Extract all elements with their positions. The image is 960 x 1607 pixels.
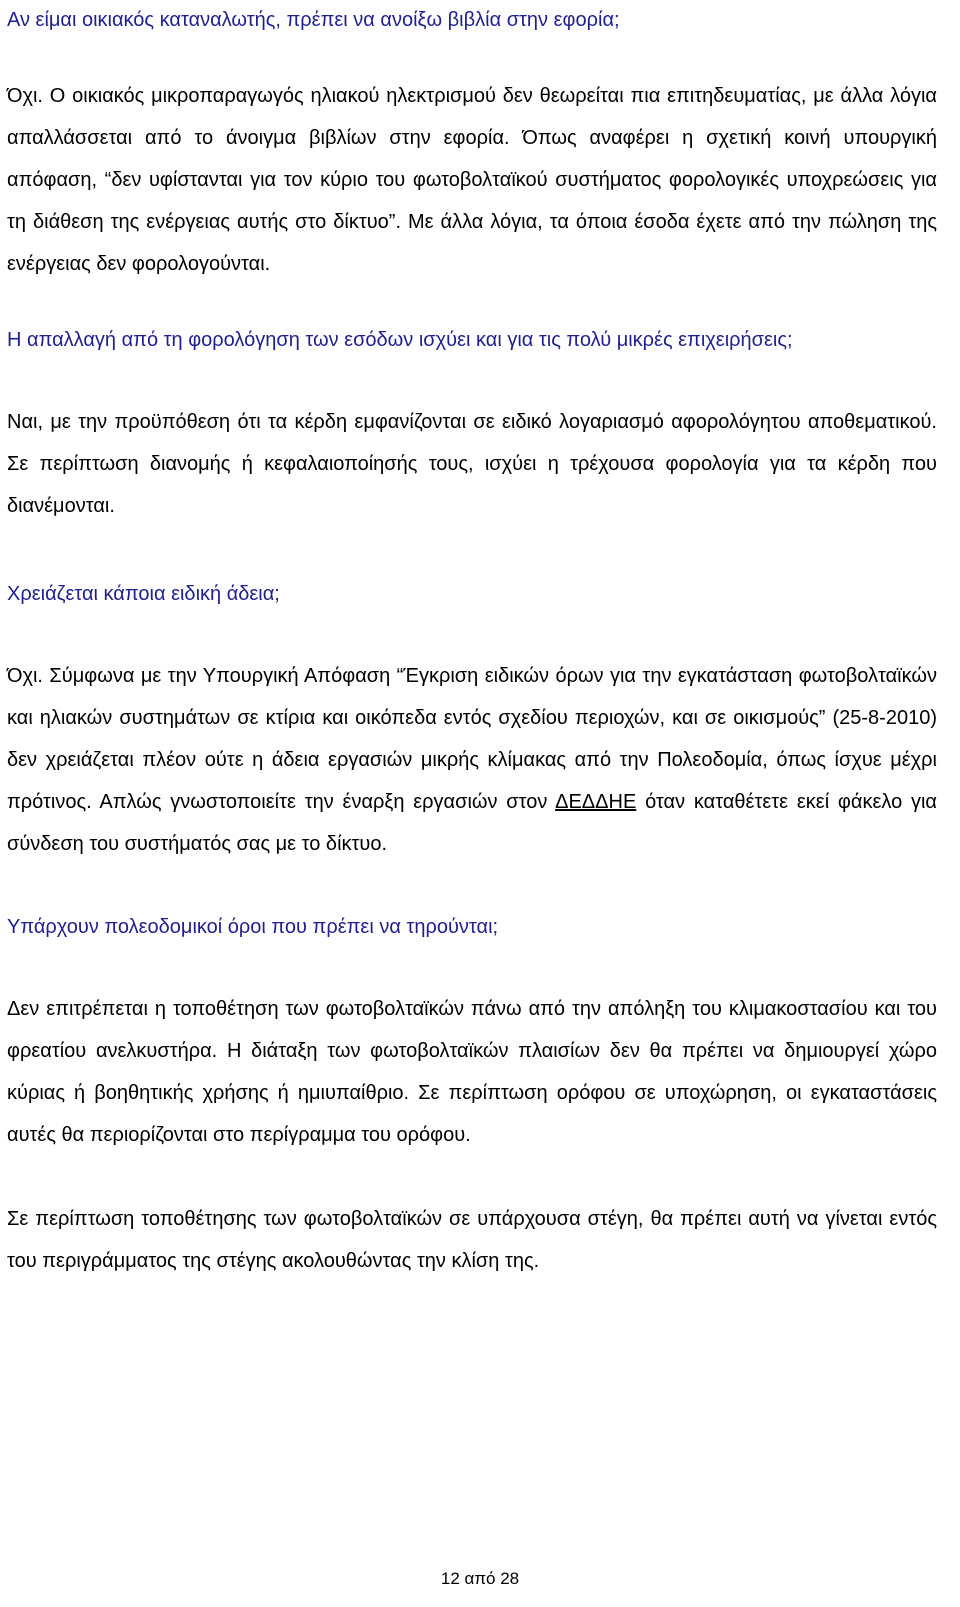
- answer-3: [7, 655, 937, 865]
- answer-1: Όχι. Ο οικιακός μικροπαραγωγός ηλιακού ηλεκτρισμού δεν θεωρείται πια επιτηδευματίας, με άλλα λόγια απαλλάσσεται από το άνοιγμα βιβλίων στην εφορία. Όπως αναφέρει η σχετική κοινή υπουργική απόφαση, “δεν υφίστανται για τον κύριο του φωτοβολταϊκού συστήματος φορολογικές υποχρεώσεις για τη διάθεση της ενέργειας αυτής στο δίκτυο”. Με άλλα λόγια, τα όποια έσοδα έχετε από την πώληση της ενέργειας δεν φορολογούνται.: [7, 85, 937, 275]
- answer-3-text-b: όταν καταθέτετε εκεί φάκελο για σύνδεση του συστήματός σας με το δίκτυο.: [7, 791, 937, 855]
- answer-2: Ναι, με την προϋπόθεση ότι τα κέρδη εμφανίζονται σε ειδικό λογαριασμό αφορολόγητου αποθεματικού. Σε περίπτωση διανομής ή κεφαλαιοποίησής τους, ισχύει η τρέχουσα φορολογία για τα κέρδη που διανέμονται.: [7, 411, 937, 517]
- answer-3-text-a: Όχι. Σύμφωνα με την Υπουργική Απόφαση “Έγκριση ειδικών όρων για την εγκατάσταση φωτοβολταϊκών και ηλιακών συστημάτων σε κτίρια και οικόπεδα εντός σχεδίου περιοχών, και σε οικισμούς” (25-8-2010) δεν χρειάζεται πλέον ούτε η άδεια εργασιών μικρής κλίμακας από την Πολεοδομία, όπως ίσχυε μέχρι πρότινος. Απλώς γνωστοποιείτε την έναρξη εργασιών στον: [7, 665, 937, 813]
- question-3: Χρειάζεται κάποια ειδική άδεια;: [7, 583, 280, 605]
- question-1: Αν είμαι οικιακός καταναλωτής, πρέπει να ανοίξω βιβλία στην εφορία;: [7, 9, 620, 31]
- page-number: 12 από 28: [440, 1569, 520, 1588]
- question-4: Υπάρχουν πολεοδομικοί όροι που πρέπει να τηρούνται;: [7, 916, 499, 938]
- answer-3-deddie: ΔΕΔΔΗΕ: [555, 791, 637, 813]
- answer-4-continued: Σε περίπτωση τοποθέτησης των φωτοβολταϊκών σε υπάρχουσα στέγη, θα πρέπει αυτή να γίνεται εντός του περιγράμματος της στέγης ακολουθώντας την κλίση της.: [7, 1208, 937, 1272]
- answer-4: Δεν επιτρέπεται η τοποθέτηση των φωτοβολταϊκών πάνω από την απόληξη του κλιμακοστασίου και του φρεατίου ανελκυστήρα. Η διάταξη των φωτοβολταϊκών πλαισίων δεν θα πρέπει να δημιουργεί χώρο κύριας ή βοηθητικής χρήσης ή ημιυπαίθριο. Σε περίπτωση ορόφου σε υποχώρηση, οι εγκαταστάσεις αυτές θα περιορίζονται στο περίγραμμα του ορόφου.: [7, 998, 937, 1146]
- document-page: [7, 0, 937, 1282]
- question-2: Η απαλλαγή από τη φορολόγηση των εσόδων ισχύει και για τις πολύ μικρές επιχειρήσεις;: [7, 329, 793, 351]
